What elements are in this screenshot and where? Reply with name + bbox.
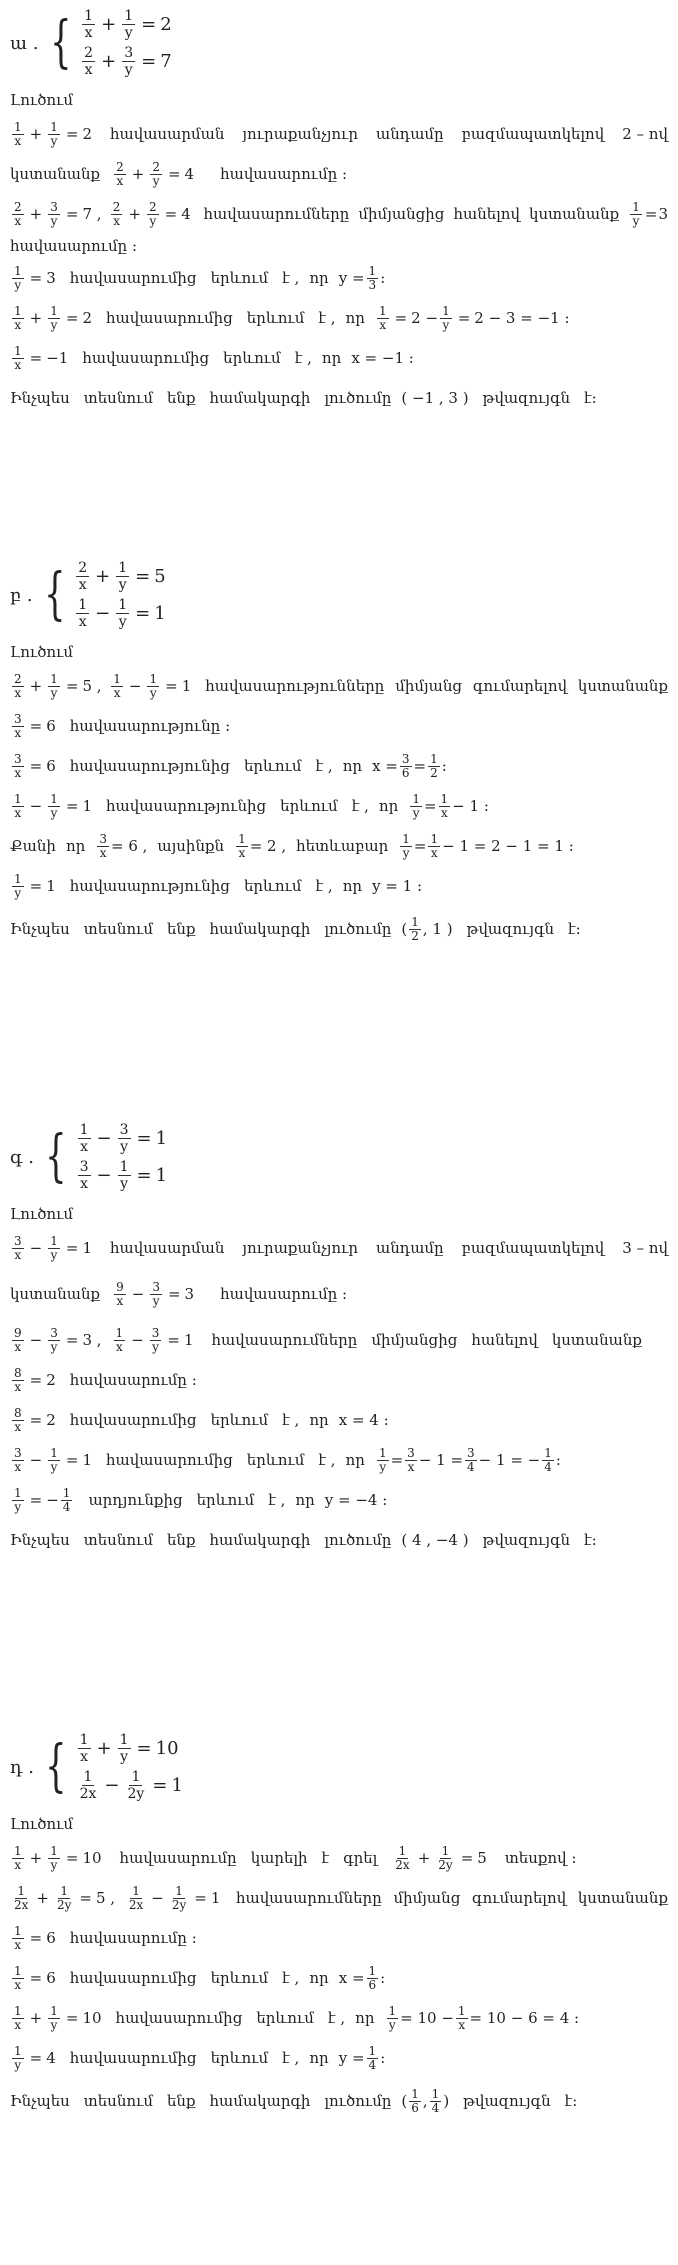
step-line: հավասարումը : — [10, 237, 138, 255]
step-line: $\frac{1}{y}$ = − $\frac{1}{4}$ արդյունքից երևում է , որ y = −4 : — [14, 1485, 388, 1514]
system-b — [10, 560, 668, 630]
answer-line: Ինչպես տեսնում ենք համակարգի լուծումը ( $\frac{1}{2}$ , 1 ) թվազույգն է: — [10, 914, 581, 943]
problem-letter: բ . — [10, 584, 33, 606]
step-line: $\frac{8}{x}$ = 2 հավասարումը : — [14, 1365, 197, 1394]
system-equation: $\frac{1}{x}$ − $\frac{1}{y}$ = 1 — [78, 597, 166, 630]
step-line: $\frac{3}{x}$ = 6 հավասարությունից երևում է , որ x = $\frac{3}{6}$ = $\frac{1}{2}$ : — [14, 751, 447, 780]
system-equation: $\frac{1}{2x}$ − $\frac{1}{2y}$ = 1 — [79, 1769, 183, 1802]
system-c — [10, 1122, 668, 1192]
step-line: $\frac{3}{x}$ − $\frac{1}{y}$ = 1 հավասարման յուրաքանչյուր անդամը բազմապատկելով 3 – ով — [14, 1233, 668, 1262]
system-brace: { — [45, 1124, 67, 1189]
problem-letter: գ . — [10, 1146, 34, 1168]
step-line: $\frac{2}{x}$ + $\frac{1}{y}$ = 5 , $\frac{1}{x}$ − $\frac{1}{y}$ = 1 հավասարությունները միմյանց գումարելով կստանանք — [14, 671, 669, 700]
answer-line: Ինչպես տեսնում ենք համակարգի լուծումը ( $\frac{1}{6}$ , $\frac{1}{4}$ ) թվազույգն է: — [10, 2086, 578, 2115]
system-brace: { — [43, 562, 66, 627]
solution-label: Լուծում — [10, 91, 74, 109]
step-line: $\frac{1}{y}$ = 4 հավասարումից երևում է , որ y = $\frac{1}{4}$ : — [14, 2043, 386, 2072]
system-brace: { — [49, 10, 72, 75]
system-equation: $\frac{1}{x}$ − $\frac{3}{y}$ = 1 — [79, 1122, 168, 1155]
step-line: $\frac{9}{x}$ − $\frac{3}{y}$ = 3 , $\frac{1}{x}$ − $\frac{3}{y}$ = 1 հավասարումները միմյանցից հանելով կստանանք — [14, 1325, 642, 1354]
solution-label: Լուծում — [10, 643, 74, 661]
step-line: կստանանք $\frac{2}{x}$ + $\frac{2}{y}$ = 4 հավասարումը : — [10, 159, 348, 188]
step-line: $\frac{1}{x}$ + $\frac{1}{y}$ = 2 հավասարման յուրաքանչյուր անդամը բազմապատկելով 2 – ով — [14, 119, 668, 148]
answer-line: Ինչպես տեսնում ենք համակարգի լուծումը ( −1 , 3 ) թվազույգն է: — [10, 389, 597, 407]
step-line: $\frac{1}{x}$ + $\frac{1}{y}$ = 10 հավասարումը կարելի է գրել $\frac{1}{2x}$ + $\frac{1}{2y}$ = 5 տեսքով : — [14, 1843, 577, 1872]
step-line: $\frac{1}{x}$ − $\frac{1}{y}$ = 1 հավասարությունից երևում է , որ $\frac{1}{y}$ = $\frac{1}{x}$ − 1 : — [14, 791, 489, 820]
answer-line: Ինչպես տեսնում ենք համակարգի լուծումը ( 4 , −4 ) թվազույգն է: — [10, 1531, 597, 1549]
system-equation: $\frac{2}{x}$ + $\frac{1}{y}$ = 5 — [78, 560, 166, 593]
step-line: $\frac{2}{x}$ + $\frac{3}{y}$ = 7 , $\frac{2}{x}$ + $\frac{2}{y}$ = 4 հավասարումները միմյանցից հանելով կստանանք $\frac{1}{y}$ = 3 — [14, 199, 668, 228]
step-line: $\frac{1}{2x}$ + $\frac{1}{2y}$ = 5 , $\frac{1}{2x}$ − $\frac{1}{2y}$ = 1 հավասարումները միմյանց գումարելով կստանանք — [14, 1883, 668, 1912]
step-line: $\frac{3}{x}$ − $\frac{1}{y}$ = 1 հավասարումից երևում է , որ $\frac{1}{y}$ = $\frac{3}{x}$ − 1 = $\frac{3}{4}$ − 1 = − $\frac{1}{4}$ : — [14, 1445, 561, 1474]
step-line: $\frac{1}{y}$ = 1 հավասարությունից երևում է , որ y = 1 : — [14, 871, 423, 900]
system-d — [10, 1732, 668, 1802]
step-line: $\frac{1}{x}$ = 6 հավասարումից երևում է , որ x = $\frac{1}{6}$ : — [14, 1963, 386, 1992]
step-line: Քանի որ $\frac{3}{x}$ = 6 , այսինքն $\frac{1}{x}$ = 2 , հետևաբար $\frac{1}{y}$ = $\frac{1}{x}$ − 1 = 2 − 1 = 1 : — [10, 831, 574, 860]
step-line: $\frac{1}{x}$ + $\frac{1}{y}$ = 2 հավասարումից երևում է , որ $\frac{1}{x}$ = 2 − $\frac{1}{y}$ = 2 − 3 = −1 : — [14, 303, 570, 332]
step-line: $\frac{1}{x}$ = −1 հավասարումից երևում է , որ x = −1 : — [14, 343, 414, 372]
system-equation: $\frac{1}{x}$ + $\frac{1}{y}$ = 10 — [79, 1732, 179, 1765]
system-brace: { — [45, 1734, 67, 1799]
step-line: $\frac{1}{x}$ + $\frac{1}{y}$ = 10 հավասարումից երևում է , որ $\frac{1}{y}$ = 10 − $\frac{1}{x}$ = 10 − 6 = 4 : — [14, 2003, 580, 2032]
step-line: $\frac{1}{x}$ = 6 հավասարումը : — [14, 1923, 197, 1952]
step-line: $\frac{8}{x}$ = 2 հավասարումից երևում է , որ x = 4 : — [14, 1405, 389, 1434]
solution-label: Լուծում — [10, 1205, 74, 1223]
problem-a — [10, 8, 668, 418]
system-equation: $\frac{1}{x}$ + $\frac{1}{y}$ = 2 — [84, 8, 172, 41]
system-a — [10, 8, 668, 78]
system-equation: $\frac{2}{x}$ + $\frac{3}{y}$ = 7 — [84, 45, 172, 78]
problem-b — [10, 560, 668, 952]
step-line: $\frac{1}{y}$ = 3 հավասարումից երևում է , որ y = $\frac{1}{3}$ : — [14, 263, 386, 292]
solution-label: Լուծում — [10, 1815, 74, 1833]
problem-letter: ա . — [10, 32, 39, 54]
problem-c — [10, 1122, 668, 1560]
problem-letter: դ . — [10, 1756, 34, 1778]
step-line: $\frac{3}{x}$ = 6 հավասարությունը : — [14, 711, 231, 740]
step-line: կստանանք $\frac{9}{x}$ − $\frac{3}{y}$ = 3 հավասարումը : — [10, 1279, 348, 1308]
system-equation: $\frac{3}{x}$ − $\frac{1}{y}$ = 1 — [79, 1159, 168, 1192]
problem-d — [10, 1732, 668, 2124]
